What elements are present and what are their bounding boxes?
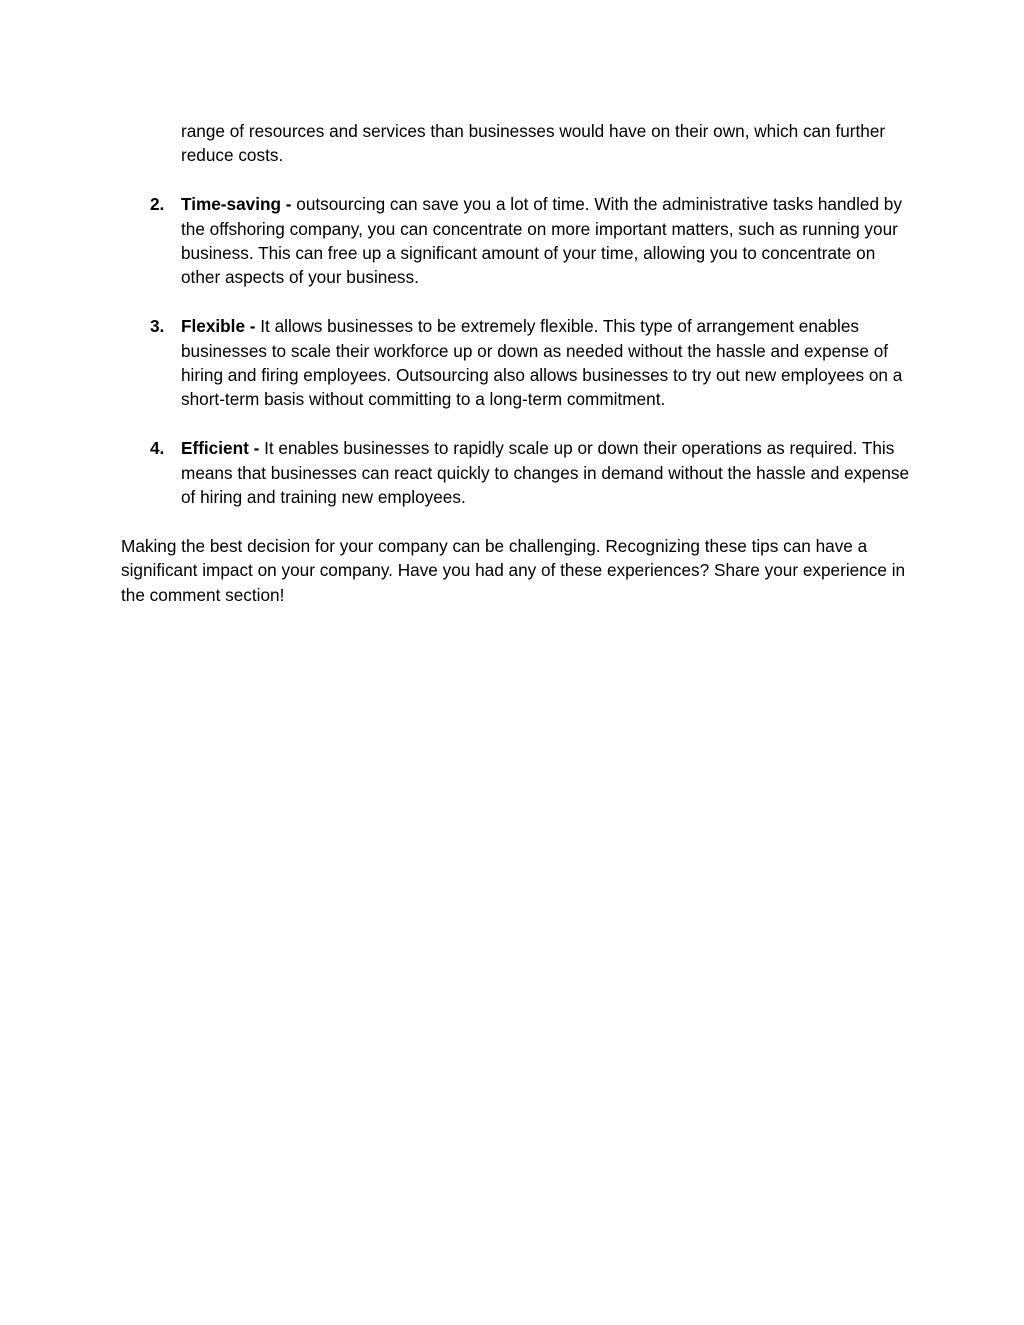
list-item-heading: Flexible - xyxy=(181,316,261,337)
list-item-number: 3. xyxy=(150,316,165,337)
list-item-text: outsourcing can save you a lot of time. With the administrative tasks handled by the offshoring company, you can concentrate on more important matters, such as running your business. This can free up a significant amount of your time, allowing you to concentrate on other aspects of your business. xyxy=(181,194,902,288)
list-item-heading: Efficient - xyxy=(181,438,265,459)
list-item-number: 2. xyxy=(150,194,165,215)
list-item-text: It allows businesses to be extremely flexible. This type of arrangement enables businesses to scale their workforce up or down as needed without the hassle and expense of hiring and firing employees. Outsourcing also allows businesses to try out new employees on a short-term basis without committing to a long-term commitment. xyxy=(181,316,903,410)
closing-paragraph: Making the best decision for your company can be challenging. Recognizing these tips can have a significant impact on your company. Have you had any of these experiences? Share your experience in the comment section! xyxy=(121,535,906,605)
list-item-flexible xyxy=(121,314,911,412)
list-item-text: It enables businesses to rapidly scale up or down their operations as required. This means that businesses can react quickly to changes in demand without the hassle and expense of hiring and training new employees. xyxy=(181,438,910,508)
document-body xyxy=(121,119,911,607)
list-item-efficient xyxy=(121,436,911,509)
list-item-heading: Time-saving - xyxy=(181,194,297,215)
list-item-number: 4. xyxy=(150,438,165,459)
list-item-time-saving xyxy=(121,192,911,290)
list-continuation-text: range of resources and services than businesses would have on their own, which can further reduce costs. xyxy=(181,121,886,166)
